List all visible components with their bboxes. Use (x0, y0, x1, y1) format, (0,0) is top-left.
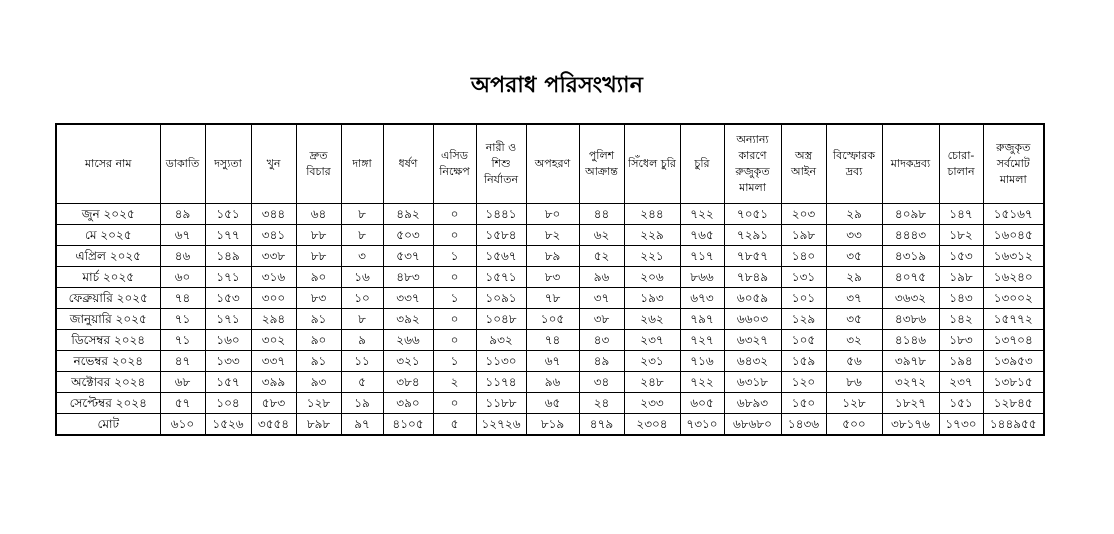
value-cell: ৬৮৬৮০ (724, 414, 781, 436)
value-cell: ৩০০ (251, 288, 296, 309)
month-cell: এপ্রিল ২০২৫ (56, 246, 160, 267)
table-row (56, 246, 1044, 267)
table-row (56, 309, 1044, 330)
value-cell: ১২৭২৬ (476, 414, 526, 436)
value-cell: ১ (433, 246, 476, 267)
month-cell: নভেম্বর ২০২৪ (56, 351, 160, 372)
value-cell: ১৪৪৯৫৫ (983, 414, 1044, 436)
value-cell: ২৯ (826, 267, 882, 288)
month-cell: অক্টোবর ২০২৪ (56, 372, 160, 393)
column-header: খুন (251, 124, 296, 204)
value-cell: ৩৫ (826, 246, 882, 267)
column-header: ধর্ষণ (383, 124, 433, 204)
value-cell: ০ (433, 267, 476, 288)
value-cell: ৩০২ (251, 330, 296, 351)
value-cell: ৯৩ (296, 372, 341, 393)
value-cell: ৩৮১৭৬ (882, 414, 939, 436)
value-cell: ৪৯ (579, 351, 624, 372)
value-cell: ১৮২ (939, 225, 983, 246)
value-cell: ১৩৩ (205, 351, 251, 372)
value-cell: ৩৩৭ (383, 288, 433, 309)
column-header: মাদকদ্রব্য (882, 124, 939, 204)
value-cell: ৩৪৪ (251, 204, 296, 225)
month-cell: মার্চ ২০২৫ (56, 267, 160, 288)
value-cell: ৫৩৭ (383, 246, 433, 267)
value-cell: ৭২৭ (680, 330, 724, 351)
value-cell: ৩ (341, 246, 383, 267)
value-cell: ১৪২ (939, 309, 983, 330)
header-row (56, 124, 1044, 204)
value-cell: ১১৩০ (476, 351, 526, 372)
value-cell: ২ (433, 372, 476, 393)
value-cell: ১৩৯৫৩ (983, 351, 1044, 372)
value-cell: ১৭১ (205, 267, 251, 288)
table-row (56, 372, 1044, 393)
value-cell: ৪১০৫ (383, 414, 433, 436)
table-row (56, 330, 1044, 351)
value-cell: ১ (433, 288, 476, 309)
value-cell: ৮৬৬ (680, 267, 724, 288)
value-cell: ৩৪১ (251, 225, 296, 246)
value-cell: ৬০ (160, 267, 205, 288)
value-cell: ৩৯৭৮ (882, 351, 939, 372)
value-cell: ২০৩ (781, 204, 826, 225)
value-cell: ৩৬৩২ (882, 288, 939, 309)
value-cell: ৬৬০৩ (724, 309, 781, 330)
value-cell: ২৬৬ (383, 330, 433, 351)
value-cell: ২২১ (624, 246, 680, 267)
month-cell: জুন ২০২৫ (56, 204, 160, 225)
value-cell: ২৩০৪ (624, 414, 680, 436)
value-cell: ৫২ (579, 246, 624, 267)
column-header: বিস্ফোরক দ্রব্য (826, 124, 882, 204)
value-cell: ১ (433, 351, 476, 372)
value-cell: ৮৩ (296, 288, 341, 309)
value-cell: ৪৭৯ (579, 414, 624, 436)
column-header: দাঙ্গা (341, 124, 383, 204)
value-cell: ১৫৭১ (476, 267, 526, 288)
value-cell: ৩২১ (383, 351, 433, 372)
value-cell: ৪০৭৫ (882, 267, 939, 288)
value-cell: ৩৩৮ (251, 246, 296, 267)
value-cell: ৬৭৩ (680, 288, 724, 309)
value-cell: ২০৬ (624, 267, 680, 288)
column-header: নারী ও শিশু নির্যাতন (476, 124, 526, 204)
value-cell: ২৩৭ (939, 372, 983, 393)
value-cell: ৭২৯১ (724, 225, 781, 246)
column-header: সিঁধেল চুরি (624, 124, 680, 204)
value-cell: ৯ (341, 330, 383, 351)
value-cell: ১৯৩ (624, 288, 680, 309)
column-header: চুরি (680, 124, 724, 204)
column-header: অন্যান্য কারণে রুজুকৃত মামলা (724, 124, 781, 204)
value-cell: ২৯৪ (251, 309, 296, 330)
value-cell: ৯৬ (526, 372, 579, 393)
value-cell: ৭২২ (680, 372, 724, 393)
table-body (56, 204, 1044, 436)
table-row (56, 225, 1044, 246)
value-cell: ৮০ (526, 204, 579, 225)
value-cell: ১৭১ (205, 309, 251, 330)
value-cell: ১৫৭ (205, 372, 251, 393)
value-cell: ১৫২৬ (205, 414, 251, 436)
crime-statistics-table (55, 123, 1045, 436)
value-cell: ৭১ (160, 330, 205, 351)
table-row (56, 267, 1044, 288)
value-cell: ১৬ (341, 267, 383, 288)
value-cell: ৮ (341, 204, 383, 225)
value-cell: ৩৪ (579, 372, 624, 393)
value-cell: ১২৮ (826, 393, 882, 414)
value-cell: ৭১৭ (680, 246, 724, 267)
value-cell: ১৪০ (781, 246, 826, 267)
value-cell: ৮৩ (526, 267, 579, 288)
value-cell: ৭৮ (526, 288, 579, 309)
value-cell: ১৫৩ (939, 246, 983, 267)
value-cell: ৪০৯৮ (882, 204, 939, 225)
value-cell: ১৫৮৪ (476, 225, 526, 246)
month-cell: মে ২০২৫ (56, 225, 160, 246)
value-cell: ৫ (433, 414, 476, 436)
value-cell: ১৮৩ (939, 330, 983, 351)
value-cell: ১২০ (781, 372, 826, 393)
value-cell: ১৫৭৭২ (983, 309, 1044, 330)
column-header: রুজুকৃত সর্বমোট মামলা (983, 124, 1044, 204)
value-cell: ৬০৫৯ (724, 288, 781, 309)
value-cell: ১৩৭০৪ (983, 330, 1044, 351)
value-cell: ৩৮৪ (383, 372, 433, 393)
value-cell: ২৪ (579, 393, 624, 414)
value-cell: ২৯ (826, 204, 882, 225)
value-cell: ২৩৩ (624, 393, 680, 414)
value-cell: ৬৩২৭ (724, 330, 781, 351)
value-cell: ১৪৭ (939, 204, 983, 225)
value-cell: ৭১ (160, 309, 205, 330)
value-cell: ৪৪৪৩ (882, 225, 939, 246)
value-cell: ১০৫ (781, 330, 826, 351)
value-cell: ৭৪ (160, 288, 205, 309)
value-cell: ১৩৮১৫ (983, 372, 1044, 393)
value-cell: ৭২২ (680, 204, 724, 225)
value-cell: ৭০৫১ (724, 204, 781, 225)
value-cell: ৫৬ (826, 351, 882, 372)
value-cell: ৩৩ (826, 225, 882, 246)
value-cell: ১৬৩১২ (983, 246, 1044, 267)
value-cell: ১৪৯ (205, 246, 251, 267)
column-header: পুলিশ আক্রান্ত (579, 124, 624, 204)
value-cell: ৮২ (526, 225, 579, 246)
value-cell: ১১৮৮ (476, 393, 526, 414)
month-cell: ডিসেম্বর ২০২৪ (56, 330, 160, 351)
value-cell: ২২৯ (624, 225, 680, 246)
value-cell: ১৬২৪০ (983, 267, 1044, 288)
value-cell: ১০৪৮ (476, 309, 526, 330)
value-cell: ৫০৩ (383, 225, 433, 246)
value-cell: ১৩১ (781, 267, 826, 288)
value-cell: ২৪৮ (624, 372, 680, 393)
column-header: দ্রুত বিচার (296, 124, 341, 204)
value-cell: ৩৫৫৪ (251, 414, 296, 436)
value-cell: ৭৯৭ (680, 309, 724, 330)
value-cell: ৪৩৮৬ (882, 309, 939, 330)
value-cell: ১৪৪১ (476, 204, 526, 225)
column-header: ডাকাতি (160, 124, 205, 204)
value-cell: ৬৮৯৩ (724, 393, 781, 414)
value-cell: ৮ (341, 225, 383, 246)
value-cell: ১৯ (341, 393, 383, 414)
value-cell: ৩৮ (579, 309, 624, 330)
value-cell: ৯১ (296, 351, 341, 372)
value-cell: ৬৭ (160, 225, 205, 246)
value-cell: ১৫৩ (205, 288, 251, 309)
value-cell: ১১ (341, 351, 383, 372)
value-cell: ৭১৬ (680, 351, 724, 372)
column-header: দস্যুতা (205, 124, 251, 204)
value-cell: ৮৯ (526, 246, 579, 267)
value-cell: ৩৯০ (383, 393, 433, 414)
value-cell: ৮৮ (296, 246, 341, 267)
value-cell: ১১৭৪ (476, 372, 526, 393)
value-cell: ৭৮৫৭ (724, 246, 781, 267)
value-cell: ৩৯৯ (251, 372, 296, 393)
value-cell: ৬০৫ (680, 393, 724, 414)
month-cell: ফেব্রুয়ারি ২০২৫ (56, 288, 160, 309)
value-cell: ৯৭ (341, 414, 383, 436)
month-cell: জানুয়ারি ২০২৫ (56, 309, 160, 330)
value-cell: ১২৯ (781, 309, 826, 330)
value-cell: ৬৪৩২ (724, 351, 781, 372)
value-cell: ১৫০ (781, 393, 826, 414)
value-cell: ৮৯৮ (296, 414, 341, 436)
value-cell: ২৩১ (624, 351, 680, 372)
value-cell: ১৮২৭ (882, 393, 939, 414)
value-cell: ২৪৪ (624, 204, 680, 225)
value-cell: ৪১৪৬ (882, 330, 939, 351)
value-cell: ১২৮৪৫ (983, 393, 1044, 414)
value-cell: ৫ (341, 372, 383, 393)
value-cell: ১৯৮ (939, 267, 983, 288)
value-cell: ৯১ (296, 309, 341, 330)
value-cell: ৬৪ (296, 204, 341, 225)
value-cell: ১৭৭ (205, 225, 251, 246)
value-cell: ৩৯২ (383, 309, 433, 330)
table-row (56, 288, 1044, 309)
value-cell: ১২৮ (296, 393, 341, 414)
value-cell: ৫৭ (160, 393, 205, 414)
value-cell: ৬১০ (160, 414, 205, 436)
column-header: চোরা-চালান (939, 124, 983, 204)
value-cell: ০ (433, 330, 476, 351)
value-cell: ৩১৬ (251, 267, 296, 288)
value-cell: ১০১ (781, 288, 826, 309)
page-title: অপরাধ পরিসংখ্যান (470, 73, 644, 98)
value-cell: ৬৫ (526, 393, 579, 414)
value-cell: ৬২ (579, 225, 624, 246)
value-cell: ১৪৩৬ (781, 414, 826, 436)
column-header: অপহরণ (526, 124, 579, 204)
value-cell: ৮৮ (296, 225, 341, 246)
value-cell: ৪৪ (579, 204, 624, 225)
value-cell: ১০ (341, 288, 383, 309)
table-row (56, 204, 1044, 225)
value-cell: ৯৬ (579, 267, 624, 288)
value-cell: ২৬২ (624, 309, 680, 330)
value-cell: ১৯৪ (939, 351, 983, 372)
value-cell: ৭৬৫ (680, 225, 724, 246)
value-cell: ১৫১৬৭ (983, 204, 1044, 225)
value-cell: ৪৭ (160, 351, 205, 372)
column-header: এসিড নিক্ষেপ (433, 124, 476, 204)
value-cell: ০ (433, 393, 476, 414)
value-cell: ৪৩১৯ (882, 246, 939, 267)
value-cell: ৩৫ (826, 309, 882, 330)
value-cell: ৯০ (296, 267, 341, 288)
value-cell: ১৩০০২ (983, 288, 1044, 309)
value-cell: ৬৭ (526, 351, 579, 372)
value-cell: ২৩৭ (624, 330, 680, 351)
value-cell: ০ (433, 309, 476, 330)
value-cell: ৪৩ (579, 330, 624, 351)
value-cell: ০ (433, 225, 476, 246)
value-cell: ৭৪ (526, 330, 579, 351)
value-cell: ৮১৯ (526, 414, 579, 436)
value-cell: ১৭৩০ (939, 414, 983, 436)
value-cell: ৭৩১০ (680, 414, 724, 436)
value-cell: ৬৮ (160, 372, 205, 393)
value-cell: ১৫১ (205, 204, 251, 225)
value-cell: ৭৮৪৯ (724, 267, 781, 288)
column-header: মাসের নাম (56, 124, 160, 204)
value-cell: ৪৯ (160, 204, 205, 225)
month-cell: মোট (56, 414, 160, 436)
value-cell: ৪৯২ (383, 204, 433, 225)
value-cell: ১০৪ (205, 393, 251, 414)
value-cell: ৩২৭২ (882, 372, 939, 393)
table-row (56, 393, 1044, 414)
value-cell: ৬৩১৮ (724, 372, 781, 393)
value-cell: ৯০ (296, 330, 341, 351)
value-cell: ৪৬ (160, 246, 205, 267)
month-cell: সেপ্টেম্বর ২০২৪ (56, 393, 160, 414)
value-cell: ৩৩৭ (251, 351, 296, 372)
value-cell: ৩২ (826, 330, 882, 351)
value-cell: ০ (433, 204, 476, 225)
value-cell: ১০৯১ (476, 288, 526, 309)
value-cell: ৩৭ (579, 288, 624, 309)
value-cell: ১৬০ (205, 330, 251, 351)
value-cell: ৮৬ (826, 372, 882, 393)
value-cell: ৪৮৩ (383, 267, 433, 288)
value-cell: ৯৩২ (476, 330, 526, 351)
value-cell: ৫০০ (826, 414, 882, 436)
value-cell: ১৫১ (939, 393, 983, 414)
value-cell: ১৯৮ (781, 225, 826, 246)
value-cell: ৮ (341, 309, 383, 330)
table-row (56, 351, 1044, 372)
value-cell: ৩৭ (826, 288, 882, 309)
value-cell: ১৫৬৭ (476, 246, 526, 267)
value-cell: ১৪৩ (939, 288, 983, 309)
total-row (56, 414, 1044, 436)
value-cell: ১০৫ (526, 309, 579, 330)
value-cell: ১৬০৪৫ (983, 225, 1044, 246)
column-header: অস্ত্র আইন (781, 124, 826, 204)
value-cell: ১৫৯ (781, 351, 826, 372)
value-cell: ৫৮৩ (251, 393, 296, 414)
